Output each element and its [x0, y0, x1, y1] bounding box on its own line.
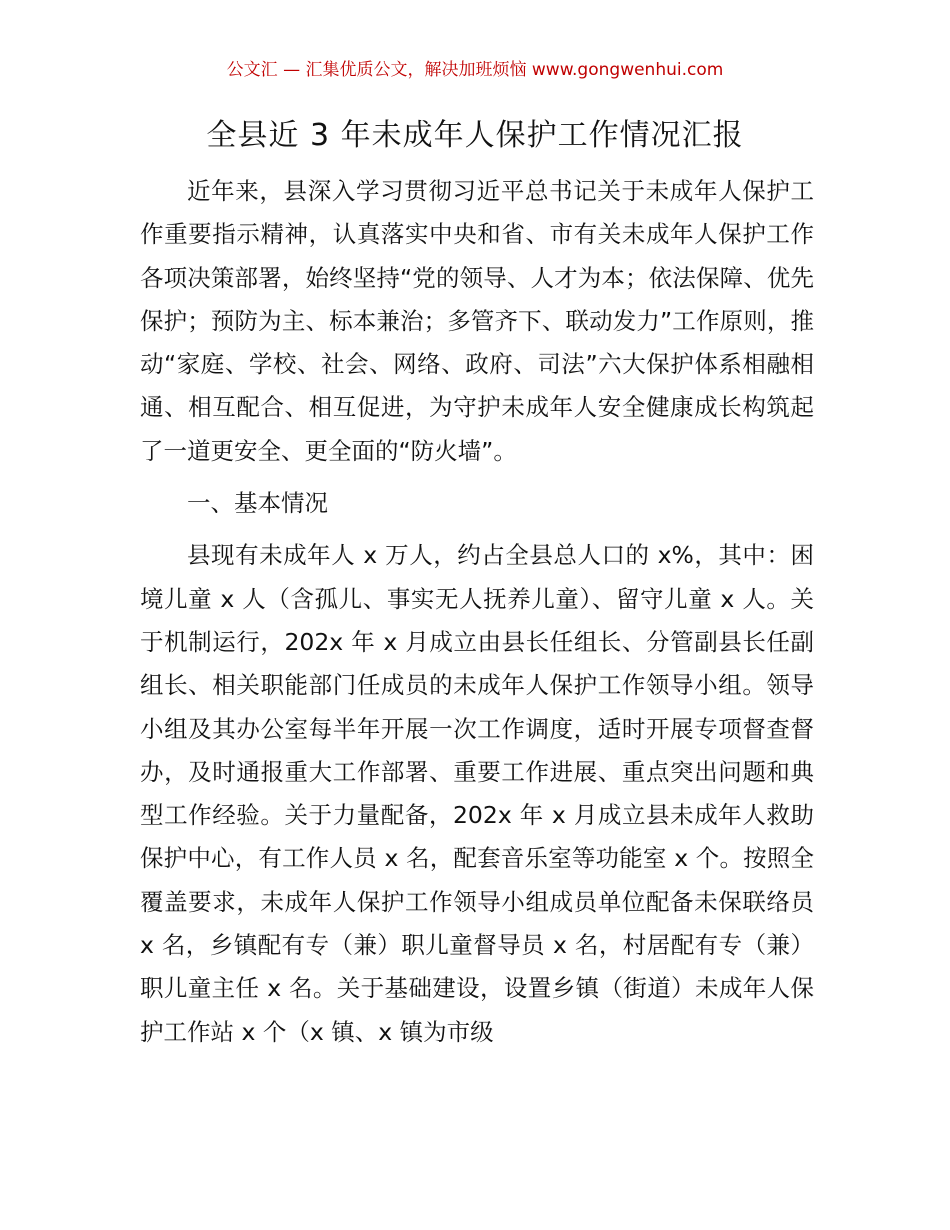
document-body [140, 170, 814, 1054]
intro-paragraph: 近年来，县深入学习贯彻习近平总书记关于未成年人保护工作重要指示精神，认真落实中央和省、市有关未成年人保护工作各项决策部署，始终坚持“党的领导、人才为本；依法保障、优先保护；预防为主、标本兼治；多管齐下、联动发力”工作原则，推动“家庭、学校、社会、网络、政府、司法”六大保护体系相融相通、相互配合、相互促进，为守护未成年人安全健康成长构筑起了一道更安全、更全面的“防火墙”。 [140, 177, 814, 465]
section-heading-basic-situation: 一、基本情况 [187, 489, 328, 518]
document-title: 全县近 3 年未成年人保护工作情况汇报 [206, 118, 744, 153]
page-header-banner: 公文汇 — 汇集优质公文，解决加班烦恼 www.gongwenhui.com [226, 60, 724, 80]
basic-situation-paragraph: 县现有未成年人 x 万人，约占全县总人口的 x%，其中：困境儿童 x 人（含孤儿、事实无人抚养儿童）、留守儿童 x 人。关于机制运行，202x 年 x 月成立由县长任组长、分管副县长任副组长、相关职能部门任成员的未成年人保护工作领导小组。领导小组及其办公室每半年开展一次工作调度，适时开展专项督查督办，及时通报重大工作部署、重要工作进展、重点突出问题和典型工作经验。关于力量配备，202x 年 x 月成立县未成年人救助保护中心，有工作人员 x 名，配套音乐室等功能室 x 个。按照全覆盖要求，未成年人保护工作领导小组成员单位配备未保联络员 x 名，乡镇配有专（兼）职儿童督导员 x 名，村居配有专（兼）职儿童主任 x 名。关于基础建设，设置乡镇（街道）未成年人保护工作站 x 个（x 镇、x 镇为市级 [140, 541, 814, 1046]
